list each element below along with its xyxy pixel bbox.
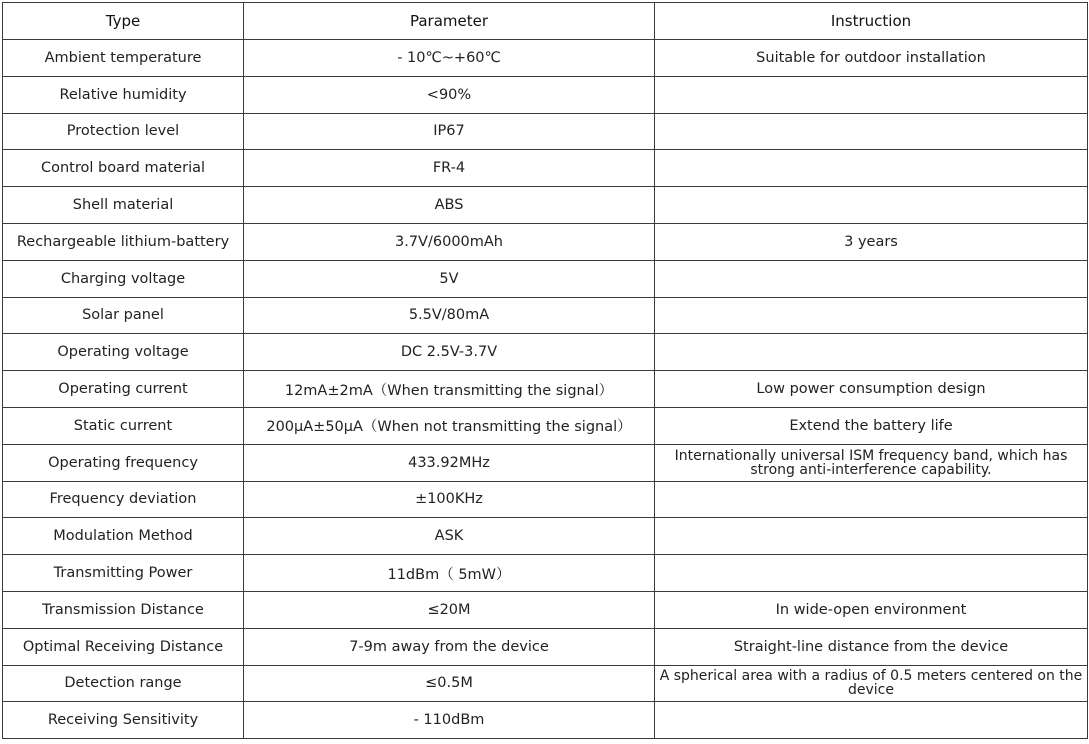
table-row xyxy=(3,40,1088,77)
cell-instruction: Straight-line distance from the device xyxy=(655,628,1088,665)
cell-parameter: FR-4 xyxy=(244,150,655,187)
cell-instruction: 3 years xyxy=(655,223,1088,260)
cell-type: Relative humidity xyxy=(3,76,244,113)
cell-type: Operating voltage xyxy=(3,334,244,371)
table-row xyxy=(3,260,1088,297)
table-row xyxy=(3,371,1088,408)
cell-instruction xyxy=(655,76,1088,113)
cell-type: Protection level xyxy=(3,113,244,150)
table-row xyxy=(3,665,1088,702)
cell-parameter: <90% xyxy=(244,76,655,113)
table-row xyxy=(3,76,1088,113)
cell-type: Frequency deviation xyxy=(3,481,244,518)
cell-instruction: A spherical area with a radius of 0.5 meters centered on the device xyxy=(655,665,1088,702)
table-header-row xyxy=(3,3,1088,40)
cell-parameter: ABS xyxy=(244,187,655,224)
cell-type: Operating current xyxy=(3,371,244,408)
header-instruction: Instruction xyxy=(655,3,1088,40)
cell-type: Shell material xyxy=(3,187,244,224)
cell-instruction xyxy=(655,481,1088,518)
cell-parameter: ASK xyxy=(244,518,655,555)
table-row xyxy=(3,187,1088,224)
table-row xyxy=(3,628,1088,665)
table-row xyxy=(3,444,1088,481)
table-row xyxy=(3,407,1088,444)
cell-parameter: DC 2.5V-3.7V xyxy=(244,334,655,371)
table-row xyxy=(3,481,1088,518)
cell-parameter: 5V xyxy=(244,260,655,297)
table-row xyxy=(3,113,1088,150)
cell-instruction: Suitable for outdoor installation xyxy=(655,40,1088,77)
cell-type: Static current xyxy=(3,407,244,444)
cell-instruction xyxy=(655,555,1088,592)
cell-type: Transmitting Power xyxy=(3,555,244,592)
cell-parameter: 433.92MHz xyxy=(244,444,655,481)
spec-table xyxy=(2,2,1088,739)
cell-type: Modulation Method xyxy=(3,518,244,555)
cell-instruction xyxy=(655,187,1088,224)
cell-instruction xyxy=(655,150,1088,187)
cell-type: Receiving Sensitivity xyxy=(3,702,244,739)
cell-instruction xyxy=(655,260,1088,297)
header-type: Type xyxy=(3,3,244,40)
table-row xyxy=(3,518,1088,555)
table-row xyxy=(3,591,1088,628)
table-row xyxy=(3,555,1088,592)
table-row xyxy=(3,150,1088,187)
header-parameter: Parameter xyxy=(244,3,655,40)
cell-type: Ambient temperature xyxy=(3,40,244,77)
cell-instruction: In wide-open environment xyxy=(655,591,1088,628)
cell-parameter: IP67 xyxy=(244,113,655,150)
cell-instruction xyxy=(655,297,1088,334)
cell-type: Operating frequency xyxy=(3,444,244,481)
cell-type: Solar panel xyxy=(3,297,244,334)
table-row xyxy=(3,297,1088,334)
cell-instruction xyxy=(655,334,1088,371)
cell-parameter: ≤20M xyxy=(244,591,655,628)
cell-instruction: Internationally universal ISM frequency band, which has strong anti-interference capability. xyxy=(655,444,1088,481)
cell-parameter: 5.5V/80mA xyxy=(244,297,655,334)
cell-parameter: 7-9m away from the device xyxy=(244,628,655,665)
cell-type: Rechargeable lithium-battery xyxy=(3,223,244,260)
cell-instruction: Low power consumption design xyxy=(655,371,1088,408)
cell-type: Charging voltage xyxy=(3,260,244,297)
cell-parameter: ≤0.5M xyxy=(244,665,655,702)
cell-instruction xyxy=(655,518,1088,555)
cell-type: Detection range xyxy=(3,665,244,702)
cell-instruction xyxy=(655,702,1088,739)
cell-parameter: 12mA±2mA（When transmitting the signal） xyxy=(244,371,655,408)
cell-parameter: - 10℃~+60℃ xyxy=(244,40,655,77)
cell-instruction: Extend the battery life xyxy=(655,407,1088,444)
table-row xyxy=(3,223,1088,260)
cell-type: Transmission Distance xyxy=(3,591,244,628)
cell-parameter: - 110dBm xyxy=(244,702,655,739)
table-row xyxy=(3,702,1088,739)
table-row xyxy=(3,334,1088,371)
cell-parameter: 11dBm（ 5mW） xyxy=(244,555,655,592)
cell-type: Control board material xyxy=(3,150,244,187)
cell-instruction xyxy=(655,113,1088,150)
cell-parameter: ±100KHz xyxy=(244,481,655,518)
cell-parameter: 3.7V/6000mAh xyxy=(244,223,655,260)
cell-parameter: 200μA±50μA（When not transmitting the signal） xyxy=(244,407,655,444)
cell-type: Optimal Receiving Distance xyxy=(3,628,244,665)
